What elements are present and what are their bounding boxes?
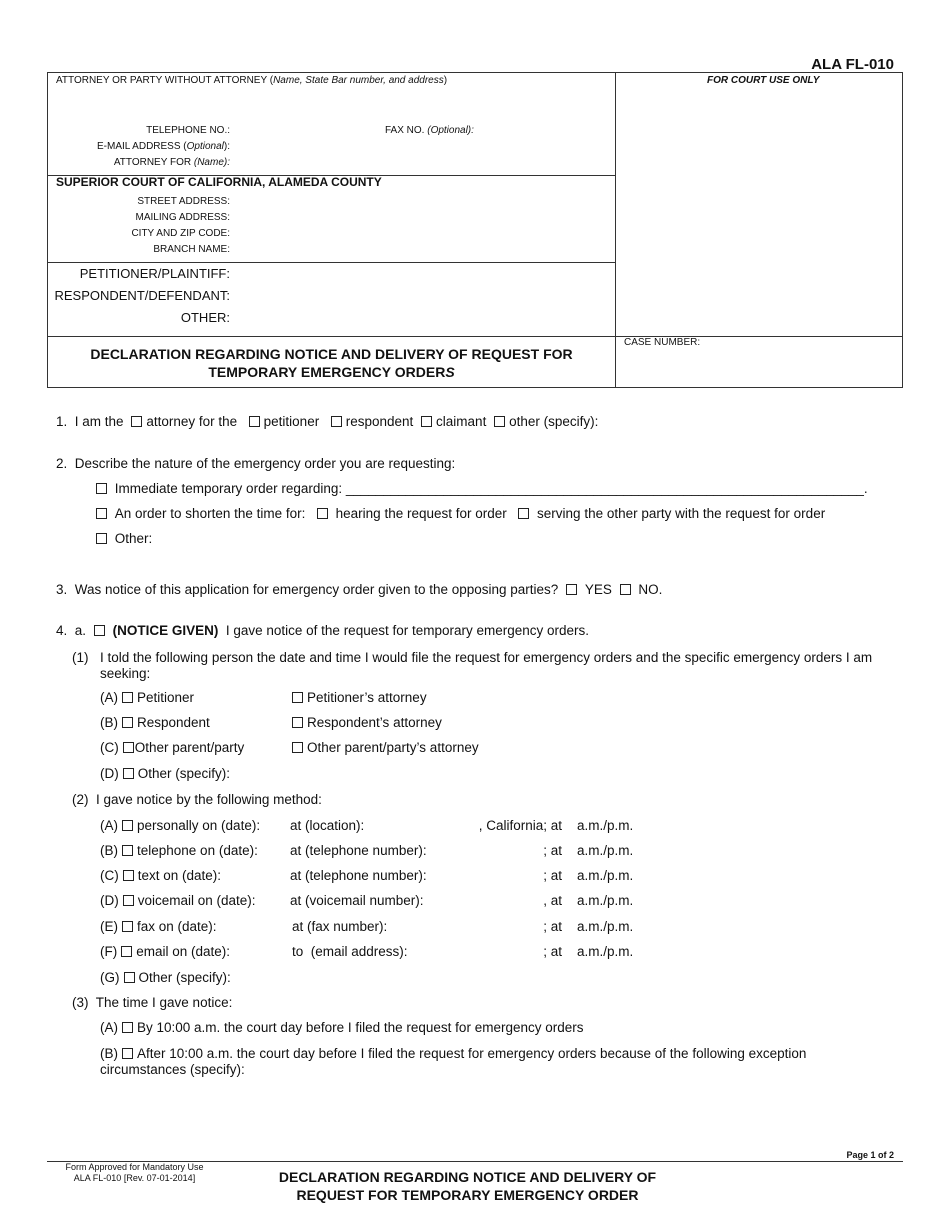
other-party-notice-checkbox[interactable] [123, 742, 134, 753]
method-e-sep: ; at [543, 919, 562, 934]
person-b-right: Respondent’s attorney [288, 715, 442, 730]
method-f-sep: ; at [543, 944, 562, 959]
p1-text: I told the following person the date and time I would file the request for emergency orders and the specific emergency orders I am seeking: [100, 650, 873, 681]
page-number: Page 1 of 2 [846, 1150, 894, 1160]
form-title: DECLARATION REGARDING NOTICE AND DELIVERY OF REQUEST FOR TEMPORARY EMERGENCY ORDERS [90, 346, 573, 380]
other-person-checkbox[interactable] [123, 768, 134, 779]
court-name: SUPERIOR COURT OF CALIFORNIA, ALAMEDA COUNTY [56, 175, 382, 189]
personally-checkbox[interactable] [122, 820, 133, 831]
notice-given-checkbox[interactable] [94, 625, 105, 636]
respondent-attorney-checkbox[interactable] [292, 717, 303, 728]
method-b: (B) telephone on (date): [100, 843, 258, 858]
method-b-ampm: a.m./p.m. [577, 843, 634, 858]
shorten-time-checkbox[interactable] [96, 508, 107, 519]
text-checkbox[interactable] [123, 870, 134, 881]
respondent-label: RESPONDENT/DEFENDANT: [54, 288, 230, 303]
divider [48, 262, 615, 263]
fax-label: FAX NO. (Optional): [385, 125, 474, 136]
method-d-ampm: a.m./p.m. [577, 893, 634, 908]
before-10am-checkbox[interactable] [122, 1022, 133, 1033]
divider [48, 336, 903, 337]
serving-checkbox[interactable] [518, 508, 529, 519]
person-c: (C) Other parent/party [100, 740, 245, 755]
time-a: (A) By 10:00 a.m. the court day before I filed the request for emergency orders [100, 1020, 584, 1035]
attorney-label: ATTORNEY OR PARTY WITHOUT ATTORNEY (Name, State Bar number, and address) [56, 75, 448, 86]
footer-title: DECLARATION REGARDING NOTICE AND DELIVERY OF REQUEST FOR TEMPORARY EMERGENCY ORDER [278, 1169, 657, 1203]
method-a-at: at (location): [290, 818, 365, 833]
other-order-checkbox[interactable] [96, 533, 107, 544]
claimant-checkbox[interactable] [421, 416, 432, 427]
person-d: (D) Other (specify): [100, 766, 231, 781]
no-checkbox[interactable] [620, 584, 631, 595]
item-3: 3. Was notice of this application for emergency order given to the opposing parties? YES NO. [56, 582, 663, 597]
item-2: 2. Describe the nature of the emergency order you are requesting: [56, 456, 456, 471]
method-f-at: to (email address): [292, 944, 408, 959]
method-e-at: at (fax number): [292, 919, 388, 934]
method-a-ampm: a.m./p.m. [577, 818, 634, 833]
p3: (3) The time I gave notice: [72, 995, 233, 1010]
time-b: (B) After 10:00 a.m. the court day before I filed the request for emergency orders because of the following exception circumstances (specify): [100, 1046, 807, 1077]
caption-box [47, 72, 903, 388]
method-d: (D) voicemail on (date): [100, 893, 256, 908]
method-d-at: at (voicemail number): [290, 893, 424, 908]
person-a: (A) Petitioner [100, 690, 195, 705]
method-e: (E) fax on (date): [100, 919, 217, 934]
case-number-label: CASE NUMBER: [624, 337, 701, 348]
method-b-sep: ; at [543, 843, 562, 858]
person-a-right: Petitioner’s attorney [288, 690, 427, 705]
street-label: STREET ADDRESS: [137, 196, 230, 207]
other-checkbox[interactable] [494, 416, 505, 427]
city-label: CITY AND ZIP CODE: [131, 228, 230, 239]
method-e-ampm: a.m./p.m. [577, 919, 634, 934]
other-label: OTHER: [180, 310, 230, 325]
item-2-a: Immediate temporary order regarding: _____________________________________________________________________. [92, 481, 868, 496]
respondent-notice-checkbox[interactable] [122, 717, 133, 728]
petitioner-notice-checkbox[interactable] [122, 692, 133, 703]
hearing-checkbox[interactable] [317, 508, 328, 519]
person-b: (B) Respondent [100, 715, 210, 730]
telephone-label: TELEPHONE NO.: [146, 125, 230, 136]
branch-label: BRANCH NAME: [153, 244, 230, 255]
email-label: E-MAIL ADDRESS (Optional): [96, 141, 230, 152]
method-c: (C) text on (date): [100, 868, 222, 883]
method-c-ampm: a.m./p.m. [577, 868, 634, 883]
form-id: ALA FL-010 [811, 56, 894, 73]
method-f: (F) email on (date): [100, 944, 231, 959]
method-c-at: at (telephone number): [290, 868, 427, 883]
method-b-at: at (telephone number): [290, 843, 427, 858]
method-a: (A) personally on (date): [100, 818, 261, 833]
other-method-checkbox[interactable] [124, 972, 135, 983]
attorney-checkbox[interactable] [131, 416, 142, 427]
method-f-ampm: a.m./p.m. [577, 944, 634, 959]
after-10am-checkbox[interactable] [122, 1048, 133, 1059]
p1-num: (1) [72, 650, 89, 665]
email-checkbox[interactable] [121, 946, 132, 957]
other-party-attorney-checkbox[interactable] [292, 742, 303, 753]
fax-checkbox[interactable] [122, 921, 133, 932]
item-4-a: 4. a. (NOTICE GIVEN) I gave notice of the request for temporary emergency orders. [56, 623, 590, 638]
item-1: 1. I am the attorney for the petitioner respondent claimant other (specify): [56, 414, 599, 429]
method-d-sep: , at [543, 893, 562, 908]
form-approval: Form Approved for Mandatory Use ALA FL-010 [Rev. 07-01-2014] [65, 1162, 204, 1183]
mailing-label: MAILING ADDRESS: [135, 212, 230, 223]
caption-divider [615, 73, 616, 388]
method-a-sep: , California; at [478, 818, 562, 833]
petitioner-label: PETITIONER/PLAINTIFF: [79, 266, 230, 281]
voicemail-checkbox[interactable] [123, 895, 134, 906]
petitioner-attorney-checkbox[interactable] [292, 692, 303, 703]
item-2-b: An order to shorten the time for: hearing the request for order serving the other party with the request for order [92, 506, 825, 521]
method-g: (G) Other (specify): [100, 970, 231, 985]
method-c-sep: ; at [543, 868, 562, 883]
petitioner-checkbox[interactable] [249, 416, 260, 427]
yes-checkbox[interactable] [566, 584, 577, 595]
person-c-right: Other parent/party’s attorney [288, 740, 479, 755]
telephone-checkbox[interactable] [122, 845, 133, 856]
attorney-for-label: ATTORNEY FOR (Name): [113, 157, 230, 168]
immediate-order-checkbox[interactable] [96, 483, 107, 494]
item-2-c: Other: [92, 531, 152, 546]
p2: (2) I gave notice by the following method: [72, 792, 322, 807]
court-use-label: FOR COURT USE ONLY [707, 75, 820, 86]
respondent-checkbox[interactable] [331, 416, 342, 427]
